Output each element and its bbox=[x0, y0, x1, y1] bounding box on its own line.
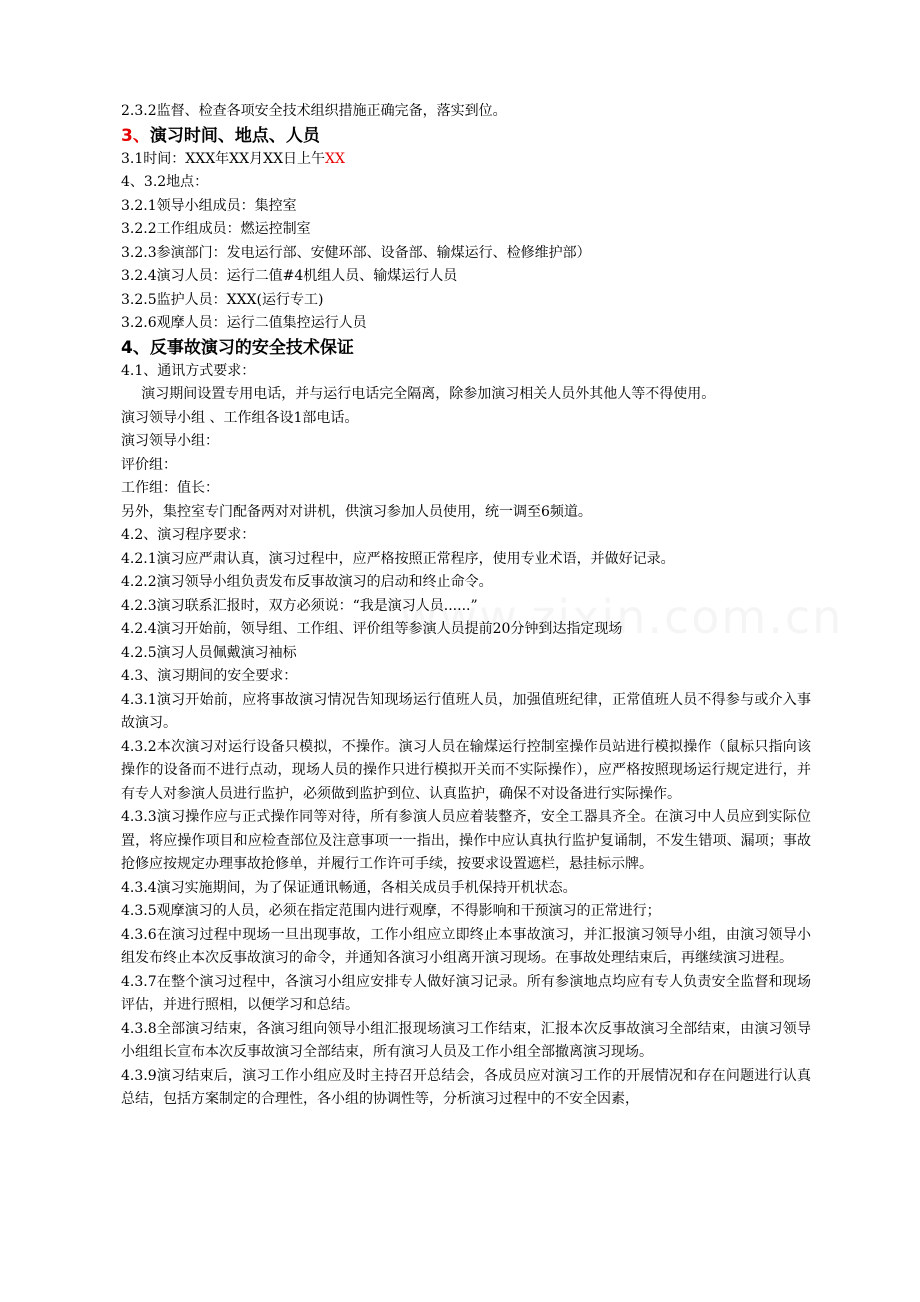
clause-4-3-1: 4.3.1演习开始前，应将事故演习情况告知现场运行值班人员，加强值班纪律，正常值班人员不得参与或介入事故演习。 bbox=[121, 691, 811, 731]
section-4-heading: 4、反事故演习的安全技术保证 bbox=[121, 337, 354, 358]
clause-3-2-3: 3.2.3参演部门：发电运行部、安健环部、设备部、输煤运行、检修维护部） bbox=[121, 244, 591, 261]
work-group-phone: 工作组：值长： bbox=[121, 480, 219, 496]
time-text: 3.1时间：XXX年XX月XX日上午 bbox=[121, 150, 326, 167]
clause-4-3-3: 4.3.3演习操作应与正式操作同等对待，所有参演人员应着装整齐，安全工器具齐全。在演习中人员应到实际位置，将应操作项目和应检查部位及注意事项一一指出，操作中应认真执行监护复诵制，不发生错项、漏项；事故抢修应按规定办理事故抢修单，并履行工作许可手续，按要求设置遮栏，悬挂标示牌。 bbox=[121, 809, 811, 872]
clause-3-1-time bbox=[121, 148, 811, 172]
clause-4-2-3: 4.2.3演习联系汇报时，双方必须说：“我是演习人员......” bbox=[121, 597, 478, 614]
clause-4-2-2: 4.2.2演习领导小组负责发布反事故演习的启动和终止命令。 bbox=[121, 574, 493, 590]
clause-4-2-4: 4.2.4演习开始前，领导组、工作组、评价组等参演人员提前20分钟到达指定现场 bbox=[121, 621, 623, 637]
clause-3-2-5: 3.2.5监护人员：XXX(运行专工) bbox=[121, 291, 324, 308]
clause-4-3-6: 4.3.6在演习过程中现场一旦出现事故，工作小组应立即终止本事故演习，并汇报演习领导小组，由演习领导小组发布终止本次反事故演习的命令，并通知各演习小组离开演习现场。在事故处理结束后，再继续演习进程。 bbox=[121, 926, 811, 966]
clause-3-2-4: 3.2.4演习人员：运行二值#4机组人员、输煤运行人员 bbox=[121, 268, 458, 284]
clause-4-2-5: 4.2.5演习人员佩戴演习袖标 bbox=[121, 644, 297, 661]
phone-allocation: 演习领导小组 、工作组各设1部电话。 bbox=[121, 409, 359, 426]
evaluation-group-phone: 评价组： bbox=[121, 456, 177, 473]
section-3-title: 演习时间、地点、人员 bbox=[149, 125, 320, 146]
clause-4-3-7: 4.3.7在整个演习过程中，各演习小组应安排专人做好演习记录。所有参演地点均应有专人负责安全监督和现场评估，并进行照相，以便学习和总结。 bbox=[121, 973, 811, 1013]
clause-3-2-2: 3.2.2工作组成员：燃运控制室 bbox=[121, 221, 311, 237]
time-placeholder-highlight: XX bbox=[325, 150, 345, 167]
clause-4-3: 4.3、演习期间的安全要求： bbox=[121, 668, 298, 684]
clause-4-3-4: 4.3.4演习实施期间，为了保证通讯畅通，各相关成员手机保持开机状态。 bbox=[121, 879, 577, 896]
section-3-heading bbox=[121, 124, 811, 148]
clause-4-3-5: 4.3.5观摩演习的人员，必须在指定范围内进行观摩，不得影响和干预演习的正常进行； bbox=[121, 903, 661, 919]
clause-4-3-9: 4.3.9演习结束后，演习工作小组应及时主持召开总结会，各成员应对演习工作的开展情况和存在问题进行认真总结，包括方案制定的合理性，各小组的协调性等，分析演习过程中的不安全因素， bbox=[121, 1067, 811, 1107]
clause-3-2-6: 3.2.6观摩人员：运行二值集控运行人员 bbox=[121, 315, 367, 331]
walkie-talkie-note: 另外，集控室专门配备两对对讲机，供演习参加人员使用，统一调至6频道。 bbox=[121, 503, 592, 520]
clause-3-2-location: 4、3.2地点： bbox=[121, 174, 209, 190]
clause-4-3-2: 4.3.2本次演习对运行设备只模拟，不操作。演习人员在输煤运行控制室操作员站进行模拟操作（鼠标只指向该操作的设备而不进行点动，现场人员的操作只进行模拟开关而不实际操作），应严格按照现场运行规定进行，并有专人对参演人员进行监护，必须做到监护到位、认真监护，确保不对设备进行实际操作。 bbox=[121, 738, 811, 802]
clause-2-3-2: 2.3.2监督、检查各项安全技术组织措施正确完备，落实到位。 bbox=[121, 103, 507, 119]
clause-4-2-1: 4.2.1演习应严肃认真，演习过程中，应严格按照正常程序，使用专业术语，并做好记录。 bbox=[121, 550, 675, 567]
clause-3-2-1: 3.2.1领导小组成员：集控室 bbox=[121, 197, 297, 214]
comm-paragraph: 演习期间设置专用电话，并与运行电话完全隔离，除参加演习相关人员外其他人等不得使用。 bbox=[141, 386, 716, 402]
clause-4-2: 4.2、演习程序要求： bbox=[121, 527, 256, 543]
section-3-number: 3、 bbox=[121, 125, 150, 146]
clause-4-1: 4.1、通讯方式要求： bbox=[121, 362, 256, 379]
clause-4-3-8: 4.3.8全部演习结束，各演习组向领导小组汇报现场演习工作结束，汇报本次反事故演习全部结束，由演习领导小组组长宣布本次反事故演习全部结束，所有演习人员及工作小组全部撤离演习现场。 bbox=[121, 1020, 811, 1060]
document-page bbox=[121, 100, 811, 1112]
leader-group-phone: 演习领导小组： bbox=[121, 433, 219, 449]
